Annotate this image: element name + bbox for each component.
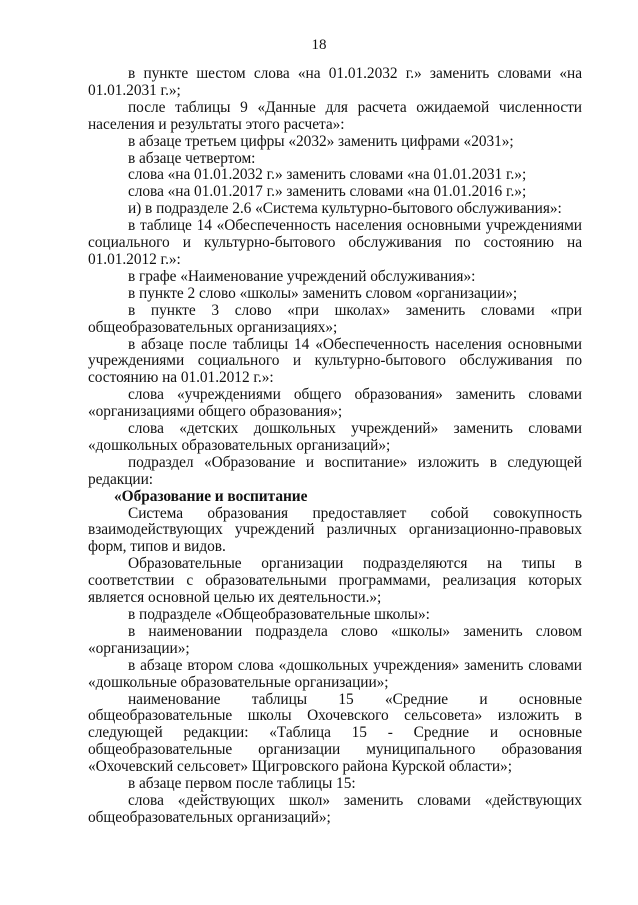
- paragraph: и) в подразделе 2.6 «Система культурно-бытового обслуживания»:: [128, 200, 562, 218]
- paragraph: в таблице 14 «Обеспеченность населения основными учреждениями социального и культурно-бытового обслуживания по состоянию на 01.01.2012 г.»:: [88, 217, 582, 268]
- document-body: [88, 66, 582, 827]
- paragraph: Система образования предоставляет собой совокупность взаимодействующих учреждений различных организационно-правовых форм, типов и видов.: [88, 504, 582, 556]
- page-number: 18: [311, 37, 327, 53]
- paragraph: слова «на 01.01.2017 г.» заменить словами «на 01.01.2016 г.»;: [128, 183, 527, 201]
- paragraph: Образовательные организации подразделяются на типы в соответствии с образовательными программами, реализация которых является основной целью их деятельности.»;: [88, 555, 582, 607]
- paragraph: слова «действующих школ» заменить словами «действующих общеобразовательных организаций»;: [88, 791, 582, 826]
- paragraph: подраздел «Образование и воспитание» изложить в следующей редакции:: [88, 453, 582, 488]
- paragraph: в наименовании подраздела слово «школы» заменить словом «организации»;: [88, 622, 582, 657]
- paragraph: в пункте шестом слова «на 01.01.2032 г.» заменить словами «на 01.01.2031 г.»;: [88, 65, 582, 99]
- paragraph: в графе «Наименование учреждений обслуживания»:: [128, 267, 476, 285]
- paragraph: наименование таблицы 15 «Средние и основные общеобразовательные школы Охочевского сельсовета» изложить в следующей редакции: «Таблица 15 - Средние и основные общеобразовательные организации муниципального образования «Охочевский сельсовет» Щигровского района Курской области»;: [88, 690, 582, 776]
- paragraph: слова «детских дошкольных учреждений» заменить словами «дошкольных образовательных организаций»;: [88, 420, 582, 454]
- paragraph: в абзаце первом после таблицы 15:: [128, 775, 356, 793]
- paragraph: в пункте 2 слово «школы» заменить словом «организации»;: [128, 284, 518, 302]
- paragraph: в подразделе «Общеобразовательные школы»:: [128, 606, 430, 623]
- paragraph: в абзаце четвертом:: [128, 149, 256, 167]
- paragraph: в абзаце втором слова «дошкольных учреждения» заменить словами «дошкольные образовательные организации»;: [88, 656, 582, 691]
- paragraph: в пункте 3 слово «при школах» заменить словами «при общеобразовательных организациях»;: [88, 301, 582, 336]
- section-heading: «Образование и воспитание: [114, 487, 308, 505]
- paragraph: слова «учреждениями общего образования» заменить словами «организациями общего образования»;: [88, 386, 582, 421]
- paragraph: в абзаце после таблицы 14 «Обеспеченность населения основными учреждениями социального и культурно-бытового обслуживания по состоянию на 01.01.2012 г.»:: [88, 335, 582, 387]
- paragraph: слова «на 01.01.2032 г.» заменить словами «на 01.01.2031 г.»;: [128, 166, 527, 184]
- paragraph: в абзаце третьем цифры «2032» заменить цифрами «2031»;: [128, 132, 514, 150]
- paragraph: после таблицы 9 «Данные для расчета ожидаемой численности населения и результаты этого расчета»:: [88, 98, 582, 133]
